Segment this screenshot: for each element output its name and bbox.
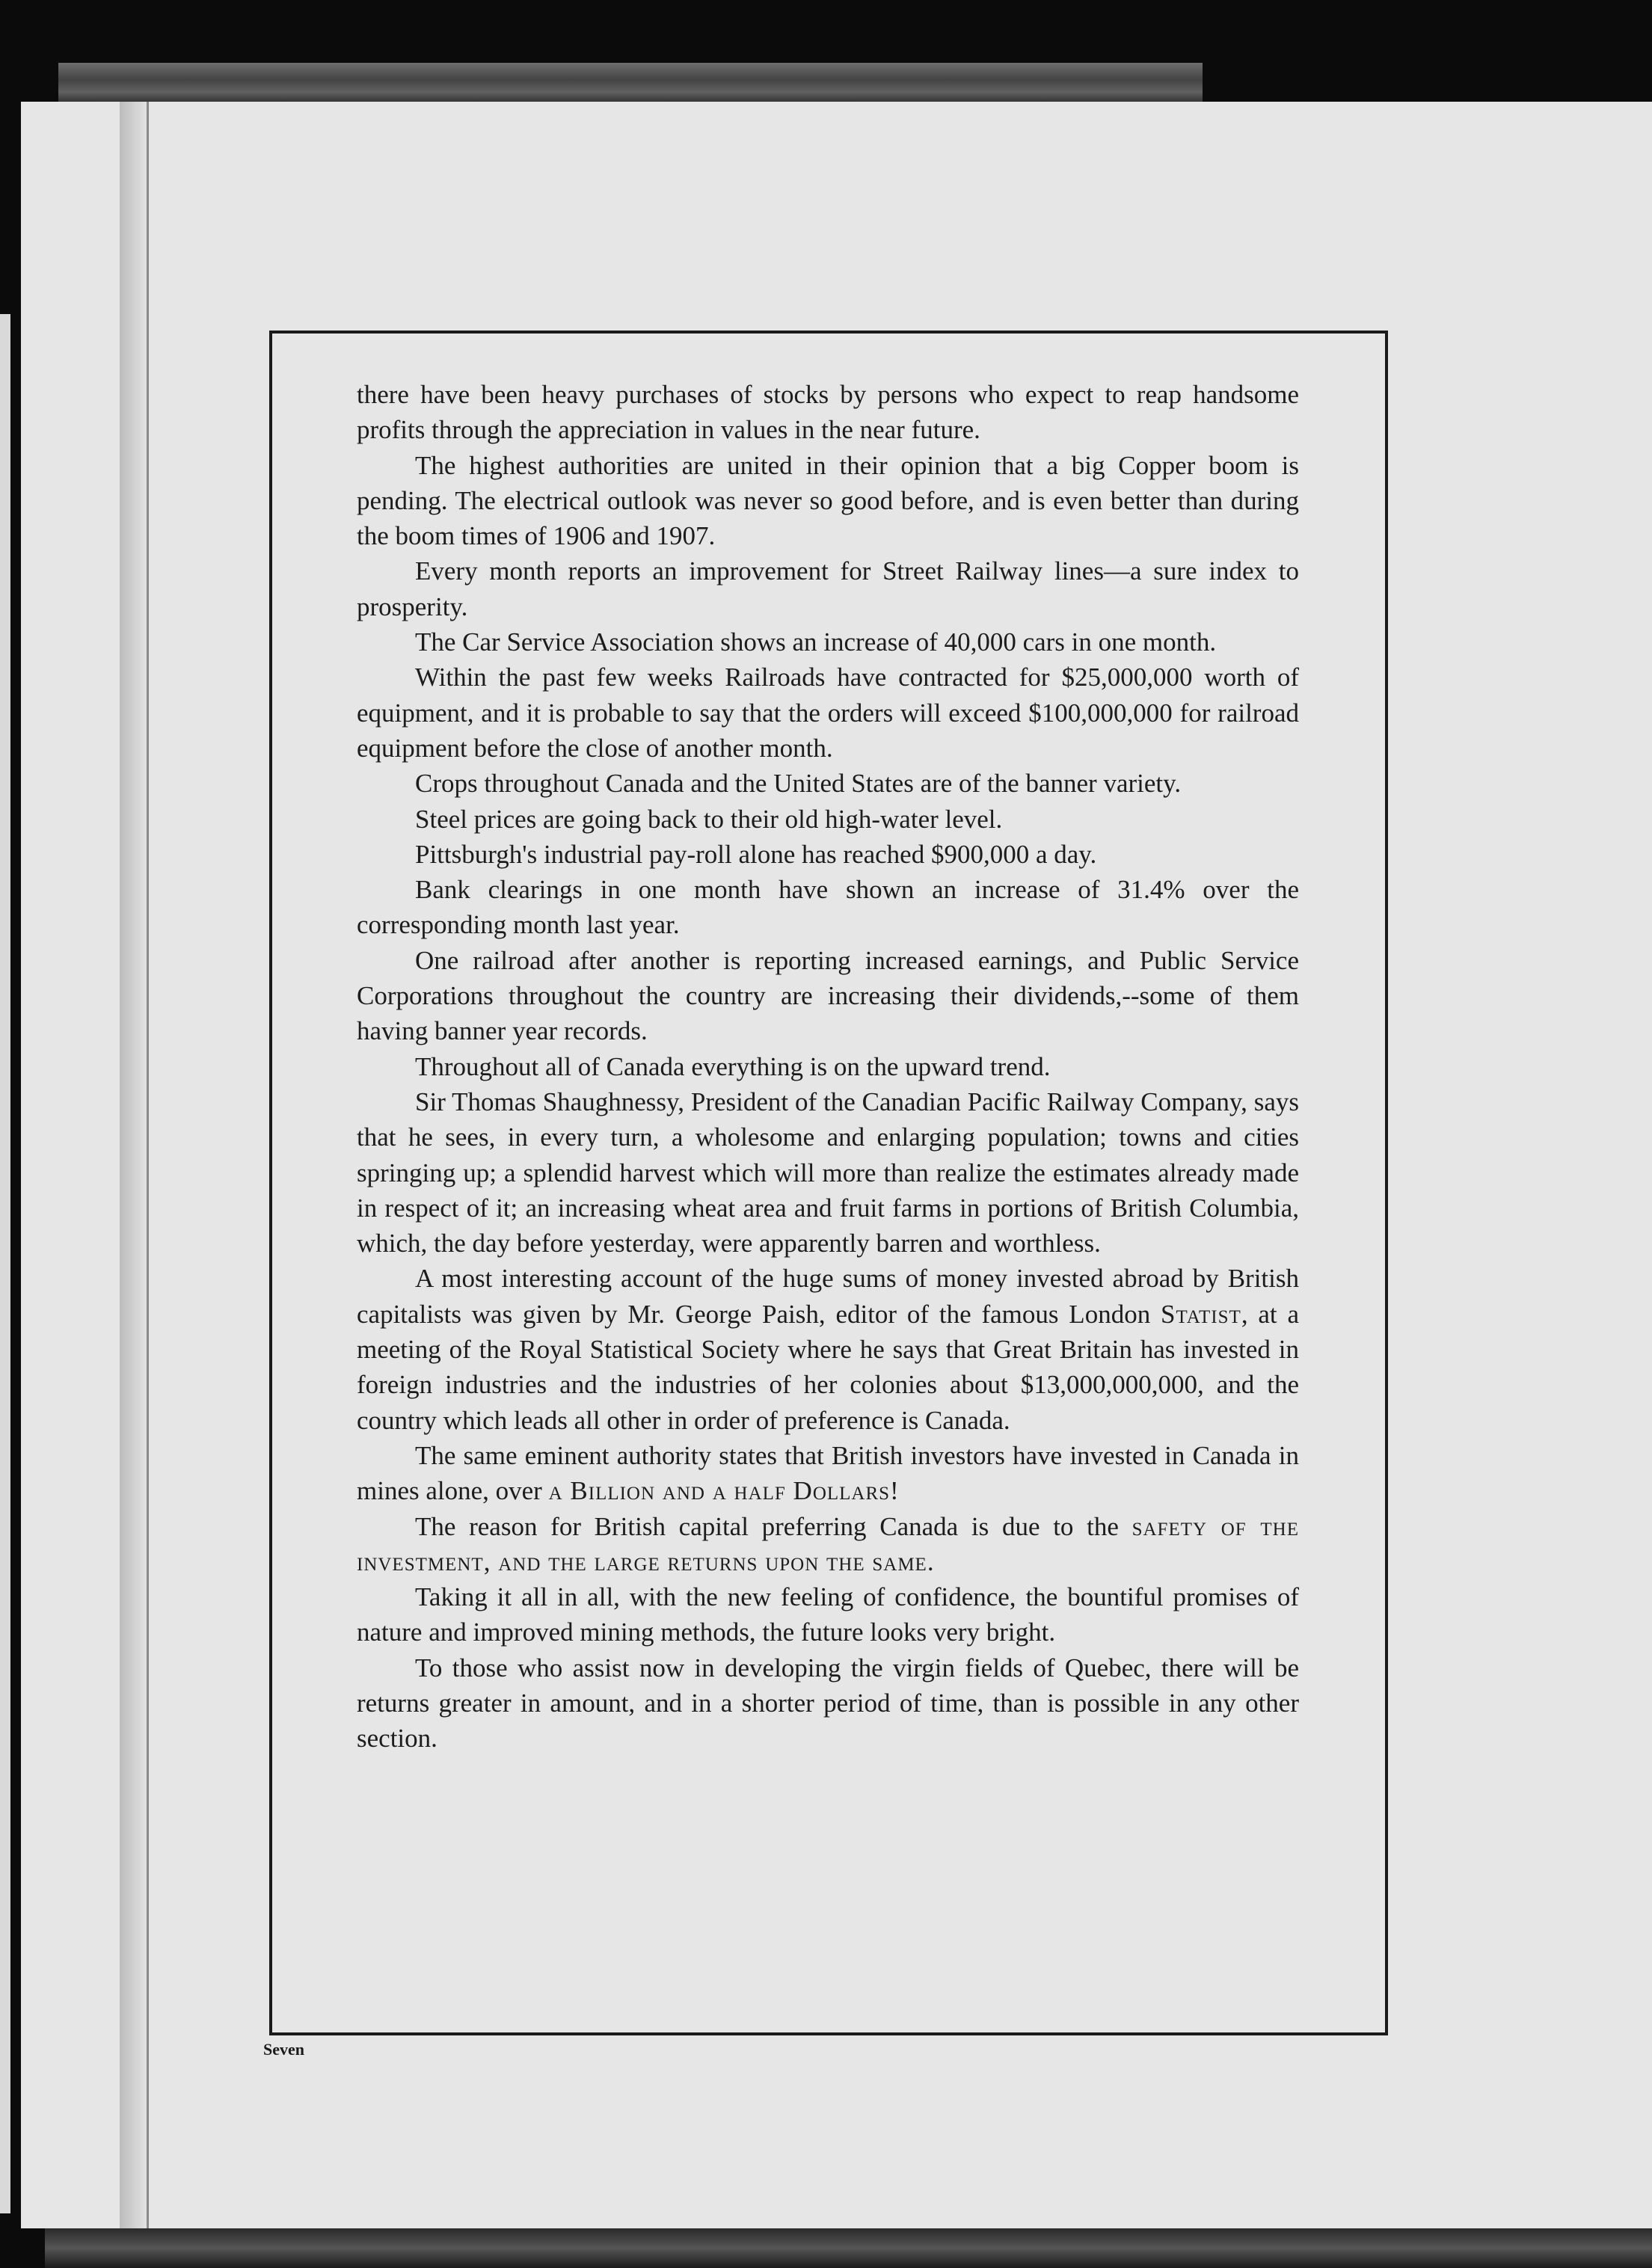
billion-small-caps: a Billion and a half Dollars! [548,1476,900,1506]
paragraph: To those who assist now in developing the virgin fields of Quebec, there will be returns greater in amount, and in a shorter period of time, than is possible in any other section. [357,1653,1299,1754]
paragraph: One railroad after another is reporting increased earnings, and Public Service Corporations throughout the country are increasing their dividends,--some of them having banner year records. [357,945,1299,1046]
paragraph: Pittsburgh's industrial pay-roll alone has reached $900,000 a day. [415,839,1097,869]
statist-small-caps: Statist [1161,1299,1241,1329]
paragraph-text: A most interesting account of the huge sums of money invested abroad by British capitalists was given by Mr. George Paish, editor of the famous London [357,1264,1299,1329]
paragraph: Taking it all in all, with the new feeling of confidence, the bountiful promises of nature and improved mining methods, the future looks very bright. [357,1582,1299,1647]
paragraph-text: , at a meeting of the Royal Statistical Society where he says that Great Britain has invested in foreign industries and the industries of her colonies about $13,000,000,000, and the country which leads all other in order of preference is Canada. [357,1299,1299,1435]
paragraph-paish [357,1261,1299,1437]
page-gutter-shadow [120,102,150,2228]
scan-top-edge [58,63,1203,105]
paragraph: The highest authorities are united in their opinion that a big Copper boom is pending. The electrical outlook was never so good before, and is even better than during the boom times of 1906 and 1907. [357,450,1299,551]
scan-bottom-edge [45,2228,1652,2268]
paragraph: there have been heavy purchases of stocks by persons who expect to reap handsome profits through the appreciation in values in the near future. [357,380,1299,445]
page-fold-line [147,102,149,2228]
paragraph: Crops throughout Canada and the United States are of the banner variety. [415,769,1182,799]
paragraph-text: The reason for British capital preferring Canada is due to the [415,1511,1132,1541]
body-text [357,377,1299,1757]
paragraph: Bank clearings in one month have shown an increase of 31.4% over the corresponding month last year. [357,875,1299,940]
page-number: Seven [263,2040,304,2059]
paragraph: Every month reports an improvement for Street Railway lines—a sure index to prosperity. [357,556,1299,621]
paragraph: The Car Service Association shows an increase of 40,000 cars in one month. [415,627,1217,657]
paragraph-reason [357,1509,1299,1580]
paragraph-text: The same eminent authority states that British investors have invested in Canada in mines alone, over [357,1440,1299,1506]
paragraph-mines [357,1438,1299,1509]
scan-left-strip [0,314,10,2213]
paragraph: Within the past few weeks Railroads have contracted for $25,000,000 worth of equipment, and it is probable to say that the orders will exceed $100,000,000 for railroad equipment before the close of another month. [357,663,1299,763]
paragraph: Steel prices are going back to their old high-water level. [415,804,1003,834]
paragraph: Sir Thomas Shaughnessy, President of the Canadian Pacific Railway Company, says that he sees, in every turn, a wholesome and enlarging population; towns and cities springing up; a splendid harvest which will more than realize the estimates already made in respect of it; an increasing wheat area and fruit farms in portions of British Columbia, which, the day before yesterday, were apparently barren and worthless. [357,1087,1299,1259]
safety-small-caps: safety of the investment, and the large returns upon the same. [357,1511,1299,1576]
paragraph: Throughout all of Canada everything is on the upward trend. [415,1051,1051,1081]
